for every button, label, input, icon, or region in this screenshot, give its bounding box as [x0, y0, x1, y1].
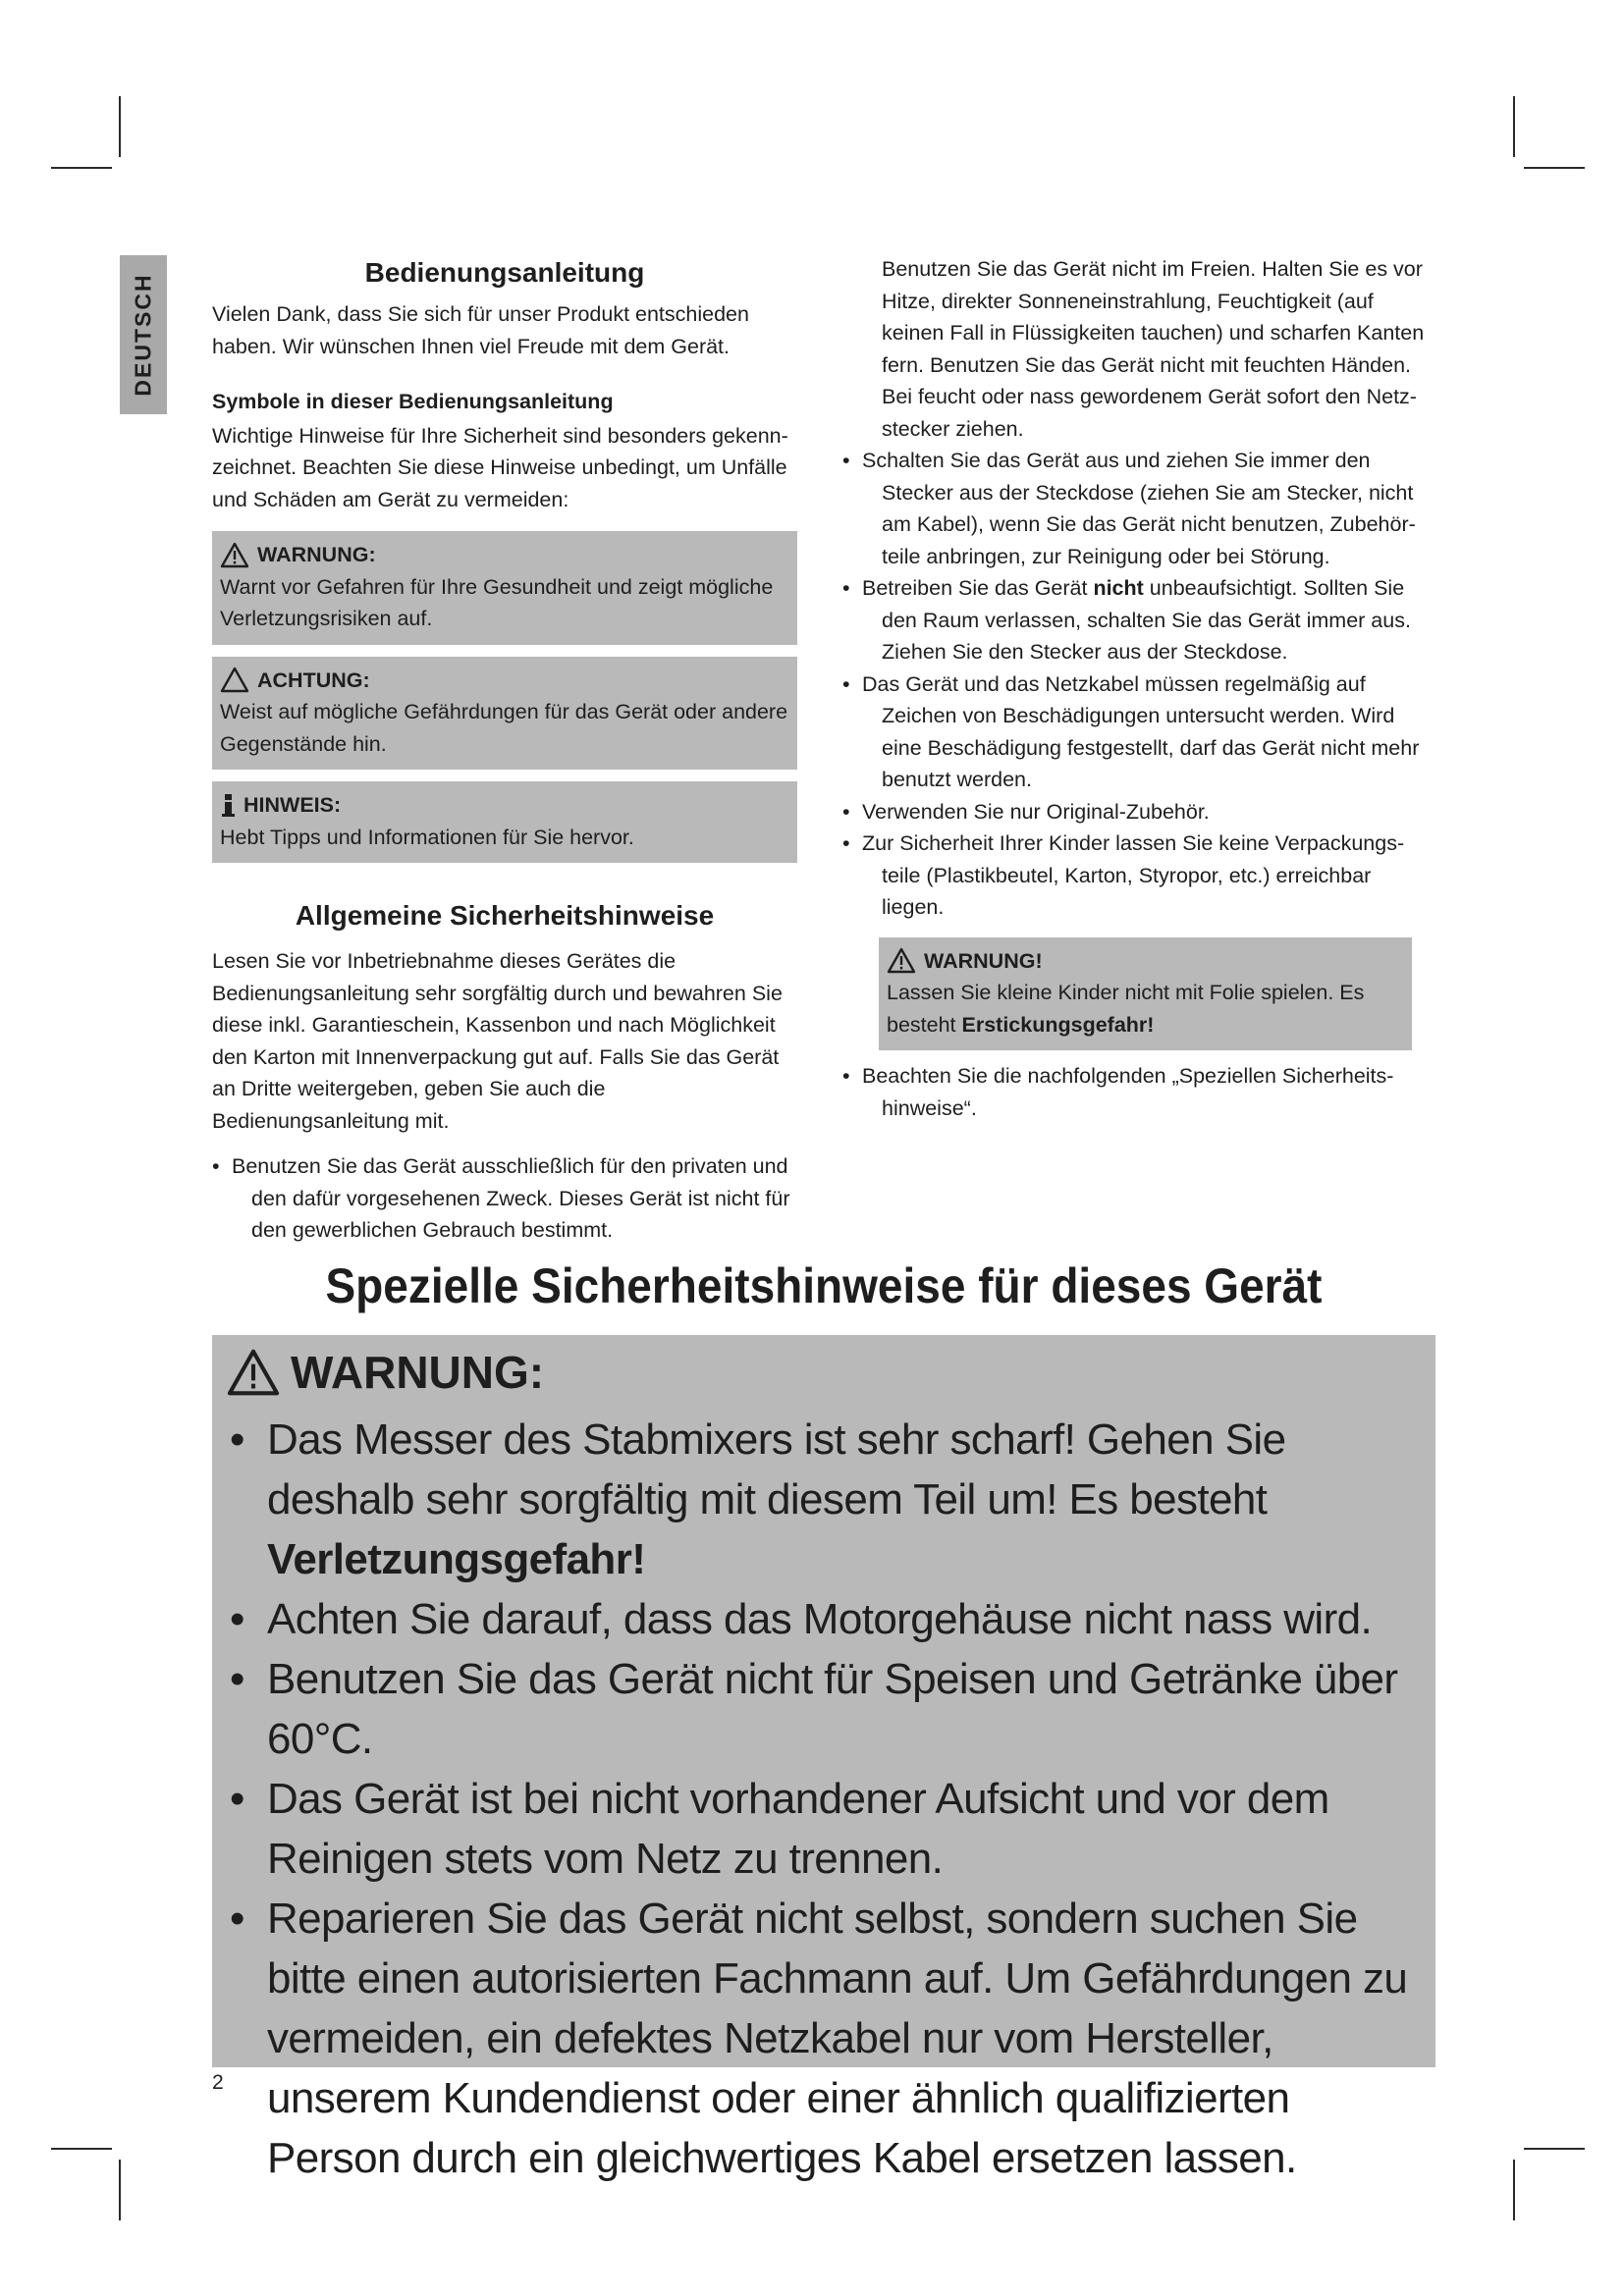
- list-item: • Schalten Sie das Gerät aus und ziehen Sie immer den Stecker aus der Steckdose (ziehen Sie am Stecker, nicht am Kabel), wenn Sie das Gerät nicht benutzen, Zubehörteile anbringen, zur Reinigung oder bei Störung.: [842, 445, 1434, 572]
- list-item: • Das Gerät und das Netzkabel müssen regelmäßig auf Zeichen von Beschädigungen untersucht werden. Wird eine Beschädigung festgestellt, darf das Gerät nicht mehr benutzt werden.: [842, 668, 1434, 796]
- children-warning-text-part: Lassen Sie kleine Kinder nicht mit Folie spielen. Es besteht: [887, 981, 1365, 1037]
- list-item-emphasis: nicht: [1093, 576, 1144, 600]
- caution-icon: [220, 667, 249, 693]
- general-intro: Lesen Sie vor Inbetriebnahme dieses Gerätes die Bedienungsanleitung sehr sorgfältig durch und bewahren Sie diese inkl. Garantieschein, Kassenbon und nach Möglichkeit den Karton mit Innenverpackung gut auf. Falls Sie das Gerät an Dritte weitergeben, geben Sie auch die Bedienungsanleitung mit.: [212, 949, 783, 1133]
- special-safety-title: Spezielle Sicherheitshinweise für dieses Gerät: [325, 1258, 1323, 1313]
- crop-mark: [1524, 2148, 1585, 2150]
- page-number: 2: [212, 2071, 224, 2094]
- special-warning-list: [220, 1410, 1428, 2188]
- language-tab: [120, 255, 167, 414]
- crop-mark: [119, 96, 121, 157]
- caution-box: [212, 657, 797, 771]
- caution-title: ACHTUNG:: [257, 667, 370, 692]
- warning-box: [212, 531, 797, 645]
- general-list-left: [212, 1150, 797, 1247]
- special-warning-title: WARNUNG:: [291, 1347, 545, 1398]
- list-item: [842, 572, 1434, 668]
- crop-mark: [1524, 167, 1585, 169]
- list-item-text: unbeaufsichtigt. Sollten Sie den Raum verlassen, schalten Sie das Gerät immer aus. Ziehen Sie den Stecker aus der Steckdose.: [882, 576, 1411, 664]
- symbols-text: Wichtige Hinweise für Ihre Sicherheit sind besonders gekennzeichnet. Beachten Sie diese Hinweise unbedingt, um Unfälle und Schäden am Gerät zu vermeiden:: [212, 423, 788, 511]
- list-item: Benutzen Sie das Gerät nicht im Freien. Halten Sie es vor Hitze, direkter Sonneneinstrahlung, Feuchtigkeit (auf keinen Fall in Flüssigkeiten tauchen) und scharfen Kanten fern. Benutzen Sie das Gerät nicht mit feuchten Händen. Bei feucht oder nass gewordenem Gerät sofort den Netzstecker ziehen.: [882, 257, 1425, 441]
- warning-box-title: [220, 539, 789, 571]
- note-title: HINWEIS:: [244, 793, 342, 817]
- manual-intro: Vielen Dank, dass Sie sich für unser Produkt entschieden haben. Wir wünschen Ihnen viel Freude mit dem Gerät.: [212, 302, 749, 358]
- crop-mark: [51, 2148, 112, 2150]
- warning-icon: [887, 947, 916, 974]
- list-item: • Das Gerät ist bei nicht vorhandener Aufsicht und vor dem Reinigen stets vom Netz zu trennen.: [220, 1769, 1428, 1889]
- left-column: [212, 253, 797, 1247]
- note-box-title: [220, 789, 789, 822]
- children-warning-title: WARNUNG!: [924, 948, 1043, 973]
- info-icon: [220, 792, 238, 819]
- list-item: [220, 1410, 1428, 1589]
- special-warning-box: [212, 1335, 1435, 2182]
- crop-mark: [119, 2160, 121, 2220]
- crop-mark: [1513, 96, 1515, 157]
- general-list-right: [842, 253, 1434, 924]
- note-text: Hebt Tipps und Informationen für Sie hervor.: [220, 825, 634, 849]
- caution-text: Weist auf mögliche Gefährdungen für das Gerät oder andere Gegenstände hin.: [220, 700, 788, 756]
- list-item: • Achten Sie darauf, dass das Motorgehäuse nicht nass wird.: [220, 1589, 1428, 1649]
- children-warning-emphasis: Erstickungsgefahr!: [961, 1012, 1155, 1037]
- warning-text: Warnt vor Gefahren für Ihre Gesundheit und zeigt mögliche Verletzungsrisiken auf.: [220, 574, 774, 630]
- general-title: Allgemeine Sicherheitshinweise: [295, 900, 715, 931]
- crop-mark: [51, 167, 112, 169]
- special-warning-title-row: [226, 1343, 1428, 1402]
- children-warning-box: [879, 937, 1412, 1051]
- list-item: • Verwenden Sie nur Original-Zubehör.: [842, 796, 1434, 828]
- list-item-text: Betreiben Sie das Gerät: [862, 576, 1094, 600]
- list-item: • Benutzen Sie das Gerät ausschließlich für den privaten und den dafür vorgesehenen Zweck. Dieses Gerät ist nicht für den gewerblichen Gebrauch bestimmt.: [212, 1150, 797, 1247]
- crop-mark: [1513, 2160, 1515, 2220]
- right-column: [842, 253, 1434, 1124]
- general-list-right-2: [842, 1060, 1434, 1124]
- list-item-text: Das Messer des Stabmixers ist sehr scharf! Gehen Sie deshalb sehr sorgfältig mit diesem Teil um! Es besteht: [267, 1415, 1286, 1523]
- list-item: • Zur Sicherheit Ihrer Kinder lassen Sie keine Verpackungsteile (Plastikbeutel, Karton, Styropor, etc.) erreichbar liegen.: [842, 828, 1434, 924]
- children-warning-text: [887, 977, 1404, 1041]
- children-warning-title-row: [887, 945, 1404, 978]
- list-item: • Reparieren Sie das Gerät nicht selbst, sondern suchen Sie bitte einen autorisierten Fachmann auf. Um Gefährdungen zu vermeiden, ein defektes Netzkabel nur vom Hersteller, unserem Kundendienst oder einer ähnlich qualifizierten Person durch ein gleichwertiges Kabel ersetzen lassen.: [220, 1889, 1428, 2188]
- note-box: [212, 781, 797, 863]
- list-item: • Beachten Sie die nachfolgenden „Speziellen Sicherheitshinweise“.: [842, 1060, 1434, 1124]
- warning-icon: [220, 542, 249, 568]
- symbols-heading: Symbole in dieser Bedienungsanleitung: [212, 390, 614, 413]
- list-item: • Benutzen Sie das Gerät nicht für Speisen und Getränke über 60°C.: [220, 1649, 1428, 1769]
- list-item-emphasis: Verletzungsgefahr!: [267, 1535, 646, 1583]
- language-tab-label: DEUTSCH: [130, 273, 156, 397]
- manual-title: Bedienungsanleitung: [364, 257, 645, 288]
- warning-icon: [226, 1348, 281, 1397]
- caution-box-title: [220, 665, 789, 697]
- warning-title: WARNUNG:: [257, 543, 376, 566]
